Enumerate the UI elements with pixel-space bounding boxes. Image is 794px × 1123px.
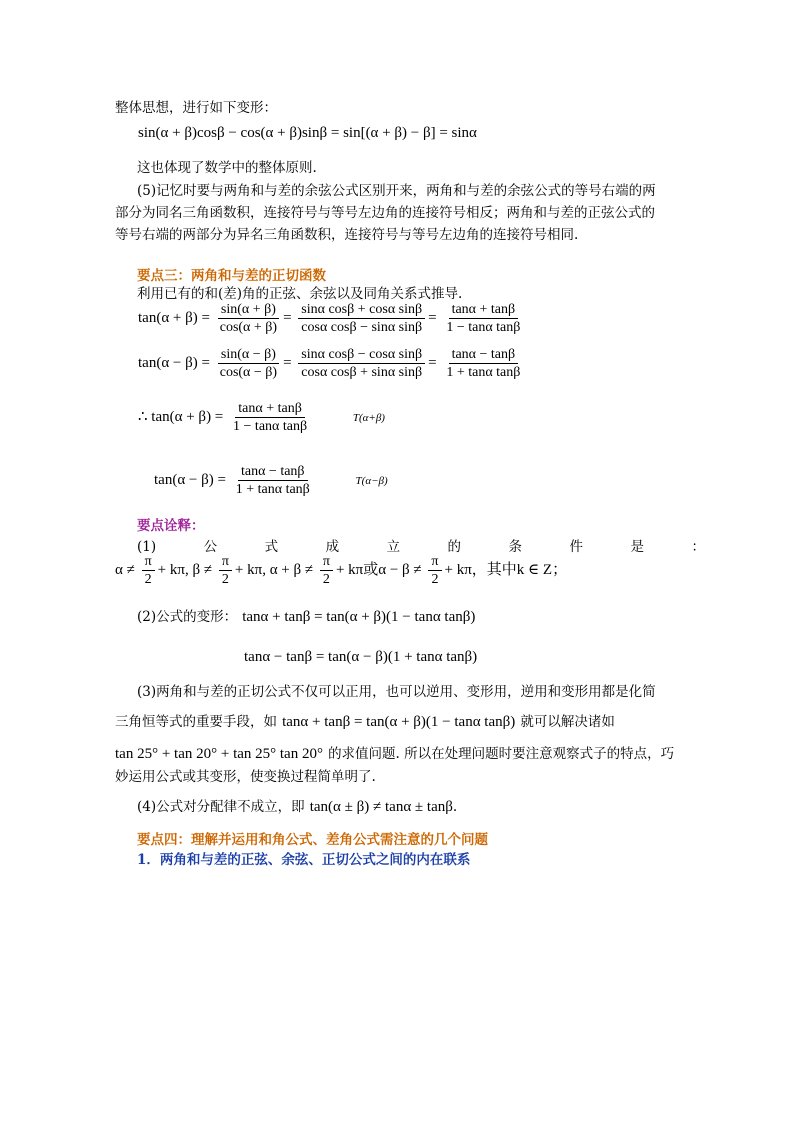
therefore-sum-frac: $\frac{\tan\alpha + \tan\beta}{\text{1 − tanα tanβ}}$ — [233, 401, 308, 434]
therefore-diff-frac: $\frac{\tan\alpha - \tan\beta}{\text{1 + tanα tanβ}}$ — [235, 464, 310, 497]
tan-sum-lhs: tan(α + β) = — [138, 309, 210, 326]
tan-diff-lhs: tan(α − β) = — [138, 354, 210, 371]
tan-sum-frac-2: $\frac{\text{sinα cosβ + cosα sinβ}}{\text{cosα cosβ − sinα sinβ}}$ — [298, 302, 425, 335]
note-3-line-1: (3)两角和与差的正切公式不仅可以正用，也可以逆用、变形用，逆用和变形用都是化简 — [137, 684, 656, 700]
section-3-heading: 要点三：两角和与差的正切函数 — [137, 268, 326, 284]
note-2-formula-1: tanα + tanβ = tan(α + β)(1 − tanα tanβ) — [242, 609, 476, 625]
tan-sum-derivation: tan(α + β) = $\frac{\sin(\alpha + \beta)}{\cos(\alpha + \beta)}$ = $\frac{\text{sinα cosβ + cosα sinβ}}{\text{cosα cosβ − sinα sinβ}}$ = $\frac{\tan\alpha + \tan\beta}{\text{1 − tanα tanβ}}$ — [138, 302, 526, 335]
tan-sum-frac-1: $\frac{\sin(\alpha + \beta)}{\cos(\alpha + \beta)}$ — [219, 302, 278, 335]
therefore-tan-sum — [138, 401, 385, 434]
tan-diff-frac-3: $\frac{\tan\alpha - \tan\beta}{\text{1 + tanα tanβ}}$ — [446, 347, 521, 380]
tan-diff-frac-1: $\frac{\sin(\alpha - \beta)}{\cos(\alpha - \beta)}$ — [219, 347, 278, 380]
note-5-line-3: 等号右端的两部分为异名三角函数积，连接符号与等号左边角的连接符号相同. — [115, 227, 579, 243]
intro-line-1: 整体思想，进行如下变形： — [115, 100, 277, 116]
tan-sum-frac-3: $\frac{\tan\alpha + \tan\beta}{\text{1 − tanα tanβ}}$ — [446, 302, 521, 335]
notes-heading: 要点诠释： — [137, 518, 205, 534]
note-4: (4)公式对分配律不成立，即 tan(α ± β) ≠ tanα ± tanβ. — [137, 799, 458, 815]
tan-diff-frac-2: $\frac{\text{sinα cosβ − cosα sinβ}}{\text{cosα cosβ + sinα sinβ}}$ — [298, 347, 425, 380]
tan-diff-derivation: tan(α − β) = $\frac{\sin(\alpha - \beta)}{\cos(\alpha - \beta)}$ = $\frac{\text{sinα cosβ − cosα sinβ}}{\text{cosα cosβ + sinα sinβ}}$ = $\frac{\tan\alpha - \tan\beta}{\text{1 + tanα tanβ}}$ — [138, 347, 526, 380]
section-3-intro: 利用已有的和(差)角的正弦、余弦以及同角关系式推导. — [137, 286, 463, 302]
note-3-line-3: tan 25° + tan 20° + tan 25° tan 20° 的求值问题. 所以在处理问题时要注意观察式子的特点，巧 — [115, 746, 675, 762]
therefore-diff-lhs: tan(α − β) = — [154, 471, 226, 488]
therefore-tan-diff — [154, 464, 388, 497]
intro-formula: sin(α + β)cosβ − cos(α + β)sinβ = sin[(α + β) − β] = sinα — [138, 125, 477, 141]
note-3-line-2: 三角恒等式的重要手段，如 tanα + tanβ = tan(α + β)(1 − tanα tanβ) 就可以解决诸如 — [115, 714, 615, 730]
note-2: (2)公式的变形： tanα + tanβ = tan(α + β)(1 − tanα tanβ) — [137, 609, 476, 625]
section-4-sub-1: 1．两角和与差的正弦、余弦、正切公式之间的内在联系 — [137, 852, 471, 868]
note-3-line-4: 妙运用公式或其变形，使变换过程简单明了. — [115, 769, 376, 785]
intro-line-2: 这也体现了数学中的整体原则. — [137, 160, 317, 176]
note-5-line-1: (5)记忆时要与两角和与差的余弦公式区别开来，两角和与差的余弦公式的等号右端的两 — [137, 183, 656, 199]
section-4-heading: 要点四：理解并运用和角公式、差角公式需注意的几个问题 — [137, 832, 488, 848]
note-1-spread-line: (1) 公 式 成 立 的 条 件 是 ： — [137, 539, 705, 555]
formula-label-sum: T(α+β) — [352, 411, 385, 424]
note-1-condition: α ≠ $\frac{\pi}{2}$ + kπ, β ≠ $\frac{\pi}{2}$ + kπ, α + β ≠ $\frac{\pi}{2}$ + kπ或α − β ≠ $\frac{\pi}{2}$ + kπ，其中k ∈ Z； — [115, 554, 568, 587]
note-2-formula-2: tanα − tanβ = tan(α − β)(1 + tanα tanβ) — [244, 649, 478, 665]
formula-label-diff: T(α−β) — [355, 474, 388, 487]
therefore-sum-lhs: ∴ tan(α + β) = — [138, 408, 224, 425]
note-5-line-2: 部分为同名三角函数积，连接符号与等号左边角的连接符号相反；两角和与差的正弦公式的 — [115, 205, 655, 221]
